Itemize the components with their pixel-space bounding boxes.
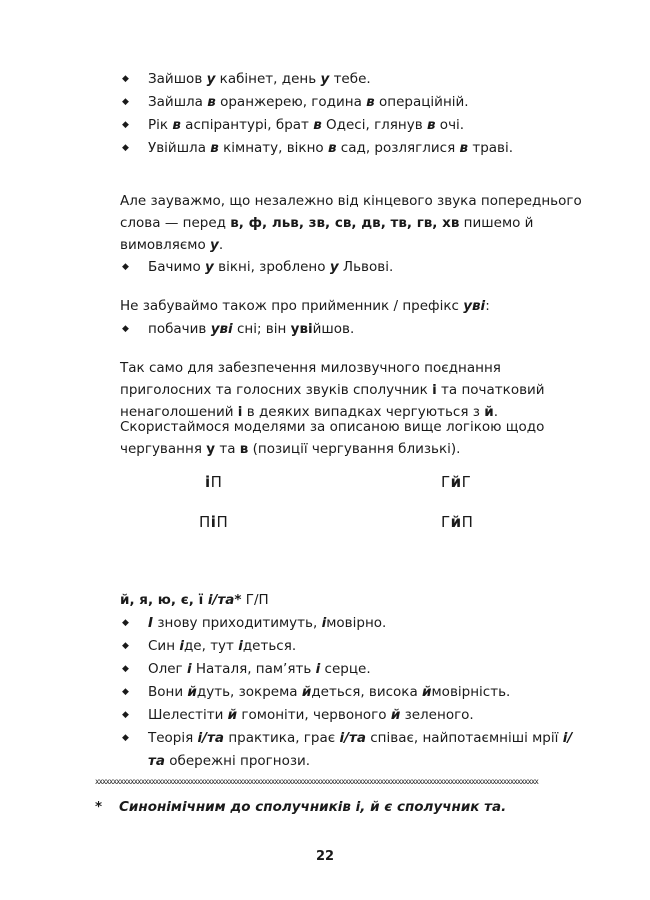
emphasis-text: і/та <box>197 730 225 746</box>
bullet-icon: ◆ <box>122 641 129 651</box>
list-item <box>120 256 582 279</box>
text-segment: знову приходитимуть, <box>153 615 322 631</box>
footnote <box>95 796 615 818</box>
emphasis-text: і <box>238 638 243 654</box>
example-list-4 <box>120 612 582 773</box>
text-segment: Одесі, глянув <box>321 117 427 133</box>
model-i-p <box>205 471 222 493</box>
example-list-2 <box>120 256 582 279</box>
text-segment: Г <box>441 513 451 531</box>
emphasis-text: у <box>210 237 219 253</box>
section-heading <box>120 589 582 611</box>
emphasis-text: в <box>172 117 181 133</box>
text-segment: Львові. <box>338 259 394 275</box>
footnote-separator: xxxxxxxxxxxxxxxxxxxxxxxxxxxxxxxxxxxxxxxxxxxxxxxxxxxxxxxxxxxxxxxxxxxxxxxxxxxxxxxxxxxxxxxxxxxxxxxxxxxxxxxxxxxxxxxxxxxxxxxxxxxxxx <box>95 777 538 786</box>
text-segment: Вони <box>148 684 188 700</box>
text-segment: (позиції чергування близькі). <box>248 441 461 457</box>
text-segment: операційній. <box>374 94 469 110</box>
emphasis-text: і/та <box>148 730 573 769</box>
emphasis-text: і <box>321 615 327 631</box>
emphasis-text: в <box>239 441 249 457</box>
bullet-icon: ◆ <box>122 97 129 107</box>
text-segment: аспірантурі, брат <box>180 117 314 133</box>
text-segment: мовірно. <box>326 615 387 631</box>
bullet-icon: ◆ <box>122 710 129 720</box>
text-segment: Рік <box>148 117 173 133</box>
bullet-icon: ◆ <box>122 120 129 130</box>
emphasis-text: і <box>205 473 211 491</box>
text-segment: Син <box>148 638 180 654</box>
emphasis-text: і <box>237 404 243 420</box>
emphasis-text: у <box>205 259 214 275</box>
emphasis-text: в, ф, льв, зв, св, дв, тв, гв, хв <box>230 215 460 231</box>
text-segment: траві. <box>468 140 514 156</box>
emphasis-text: в <box>210 140 219 156</box>
text-segment: Теорія <box>148 730 198 746</box>
emphasis-text: у <box>206 441 216 457</box>
text-segment: Наталя, пам’ять <box>191 661 316 677</box>
paragraph-i-y-alternation <box>120 357 582 423</box>
list-item <box>120 704 582 727</box>
emphasis-text: уві <box>290 321 313 337</box>
text-segment: Г/П <box>241 592 269 608</box>
list-item <box>120 68 582 91</box>
paragraph-prefix-uvi <box>120 295 582 317</box>
emphasis-text: й <box>450 513 462 531</box>
text-segment: йшов. <box>312 321 355 337</box>
text-segment: кабінет, день <box>215 71 321 87</box>
example-list-1 <box>120 68 582 160</box>
text-segment: . <box>218 237 224 253</box>
text-segment: зеленого. <box>400 707 474 723</box>
bullet-icon: ◆ <box>122 74 129 84</box>
bullet-icon: ◆ <box>122 618 129 628</box>
emphasis-text: і <box>210 513 217 531</box>
emphasis-text: в <box>327 140 337 156</box>
text-segment: Шелестіти <box>148 707 228 723</box>
text-segment: деться, висока <box>311 684 423 700</box>
footnote-mark: * <box>95 799 103 815</box>
bullet-icon: ◆ <box>122 324 129 334</box>
list-item <box>120 681 582 704</box>
text-segment: Зайшла <box>148 94 208 110</box>
list-item <box>120 658 582 681</box>
emphasis-text: і <box>432 382 437 398</box>
example-list-3 <box>120 318 582 341</box>
text-segment: сні; він <box>232 321 291 337</box>
emphasis-text: в <box>313 117 322 133</box>
emphasis-text: у <box>320 71 330 87</box>
emphasis-text: і <box>315 661 321 677</box>
text-segment: Але зауважмо, що незалежно від кінцевого звука попереднього слова — перед <box>120 193 582 231</box>
bullet-icon: ◆ <box>122 687 129 697</box>
model-p-i-p <box>199 511 228 533</box>
paragraph-before-consonants <box>120 190 582 256</box>
emphasis-text: й <box>390 707 401 723</box>
text-segment: Увійшла <box>148 140 211 156</box>
emphasis-text: й <box>227 707 238 723</box>
paragraph-models-intro <box>120 416 582 460</box>
text-segment: : <box>485 298 490 314</box>
text-segment: П <box>461 513 474 531</box>
list-item <box>120 137 582 160</box>
list-item <box>120 114 582 137</box>
text-segment: Олег <box>148 661 187 677</box>
model-g-y-p <box>441 511 473 533</box>
text-segment: П <box>199 513 211 531</box>
text-segment: пишемо й вимовляємо <box>120 215 534 253</box>
emphasis-text: й <box>422 684 432 700</box>
text-segment: оранжерею, година <box>215 94 367 110</box>
list-item <box>120 612 582 635</box>
text-segment: Г <box>461 473 472 491</box>
emphasis-text: уві <box>210 321 233 337</box>
list-item <box>120 91 582 114</box>
text-segment: мовірність. <box>431 684 511 700</box>
text-segment: гомоніти, червоного <box>237 707 391 723</box>
text-segment: де, тут <box>183 638 239 654</box>
emphasis-text: й <box>450 473 462 491</box>
text-segment: побачив <box>148 321 211 337</box>
emphasis-text: й <box>301 684 312 700</box>
list-item <box>120 635 582 658</box>
text-segment: Бачимо <box>148 259 206 275</box>
text-segment: кімнату, вікно <box>218 140 328 156</box>
text-segment: та початковий ненаголошений <box>120 382 545 420</box>
emphasis-text: у <box>206 71 216 87</box>
text-segment: вікні, зроблено <box>213 259 330 275</box>
page-number: 22 <box>315 849 335 864</box>
text-segment: обережні прогнози. <box>164 753 311 769</box>
emphasis-text: й <box>484 404 494 420</box>
emphasis-text: в <box>366 94 375 110</box>
text-segment: Г <box>441 473 451 491</box>
emphasis-text: і/та <box>339 730 366 746</box>
emphasis-text: уві <box>463 298 486 314</box>
text-segment: тебе. <box>329 71 371 87</box>
bullet-icon: ◆ <box>122 143 129 153</box>
text-segment: в деяких випадках чергуються з <box>242 404 485 420</box>
text-segment: серце. <box>320 661 371 677</box>
emphasis-text: і/та* <box>207 592 242 608</box>
text-segment: практика, грає <box>224 730 340 746</box>
bullet-icon: ◆ <box>122 262 129 272</box>
bullet-icon: ◆ <box>122 733 129 743</box>
emphasis-text: й, я, ю, є, ї <box>120 592 208 608</box>
text-segment: Скористаймося моделями за описаною вище логікою щодо чергування <box>120 419 545 457</box>
footnote-text: Синонімічним до сполучників і, й є сполучник та. <box>119 799 507 815</box>
text-segment: очі. <box>435 117 465 133</box>
text-segment: дуть, зокрема <box>196 684 302 700</box>
text-segment: та <box>215 441 240 457</box>
text-segment: П <box>210 473 223 491</box>
emphasis-text: в <box>459 140 469 156</box>
list-item <box>120 318 582 341</box>
model-g-y-g <box>441 471 471 493</box>
text-segment: П <box>216 513 229 531</box>
emphasis-text: й <box>187 684 197 700</box>
emphasis-text: і <box>179 638 184 654</box>
emphasis-text: І <box>148 615 154 631</box>
text-segment: сад, розляглися <box>336 140 460 156</box>
text-segment: Не забуваймо також про прийменник / префікс <box>120 298 464 314</box>
bullet-icon: ◆ <box>122 664 129 674</box>
emphasis-text: в <box>207 94 216 110</box>
emphasis-text: у <box>329 259 339 275</box>
emphasis-text: і <box>186 661 192 677</box>
text-segment: Зайшов <box>148 71 207 87</box>
text-segment: співає, найпотаємніші мрії <box>365 730 563 746</box>
text-segment: деться. <box>242 638 297 654</box>
emphasis-text: в <box>426 117 436 133</box>
list-item <box>120 727 582 773</box>
text-segment: . <box>493 404 499 420</box>
text-segment: Так само для забезпечення милозвучного поєднання приголосних та голосних звуків сполучник <box>120 360 501 398</box>
